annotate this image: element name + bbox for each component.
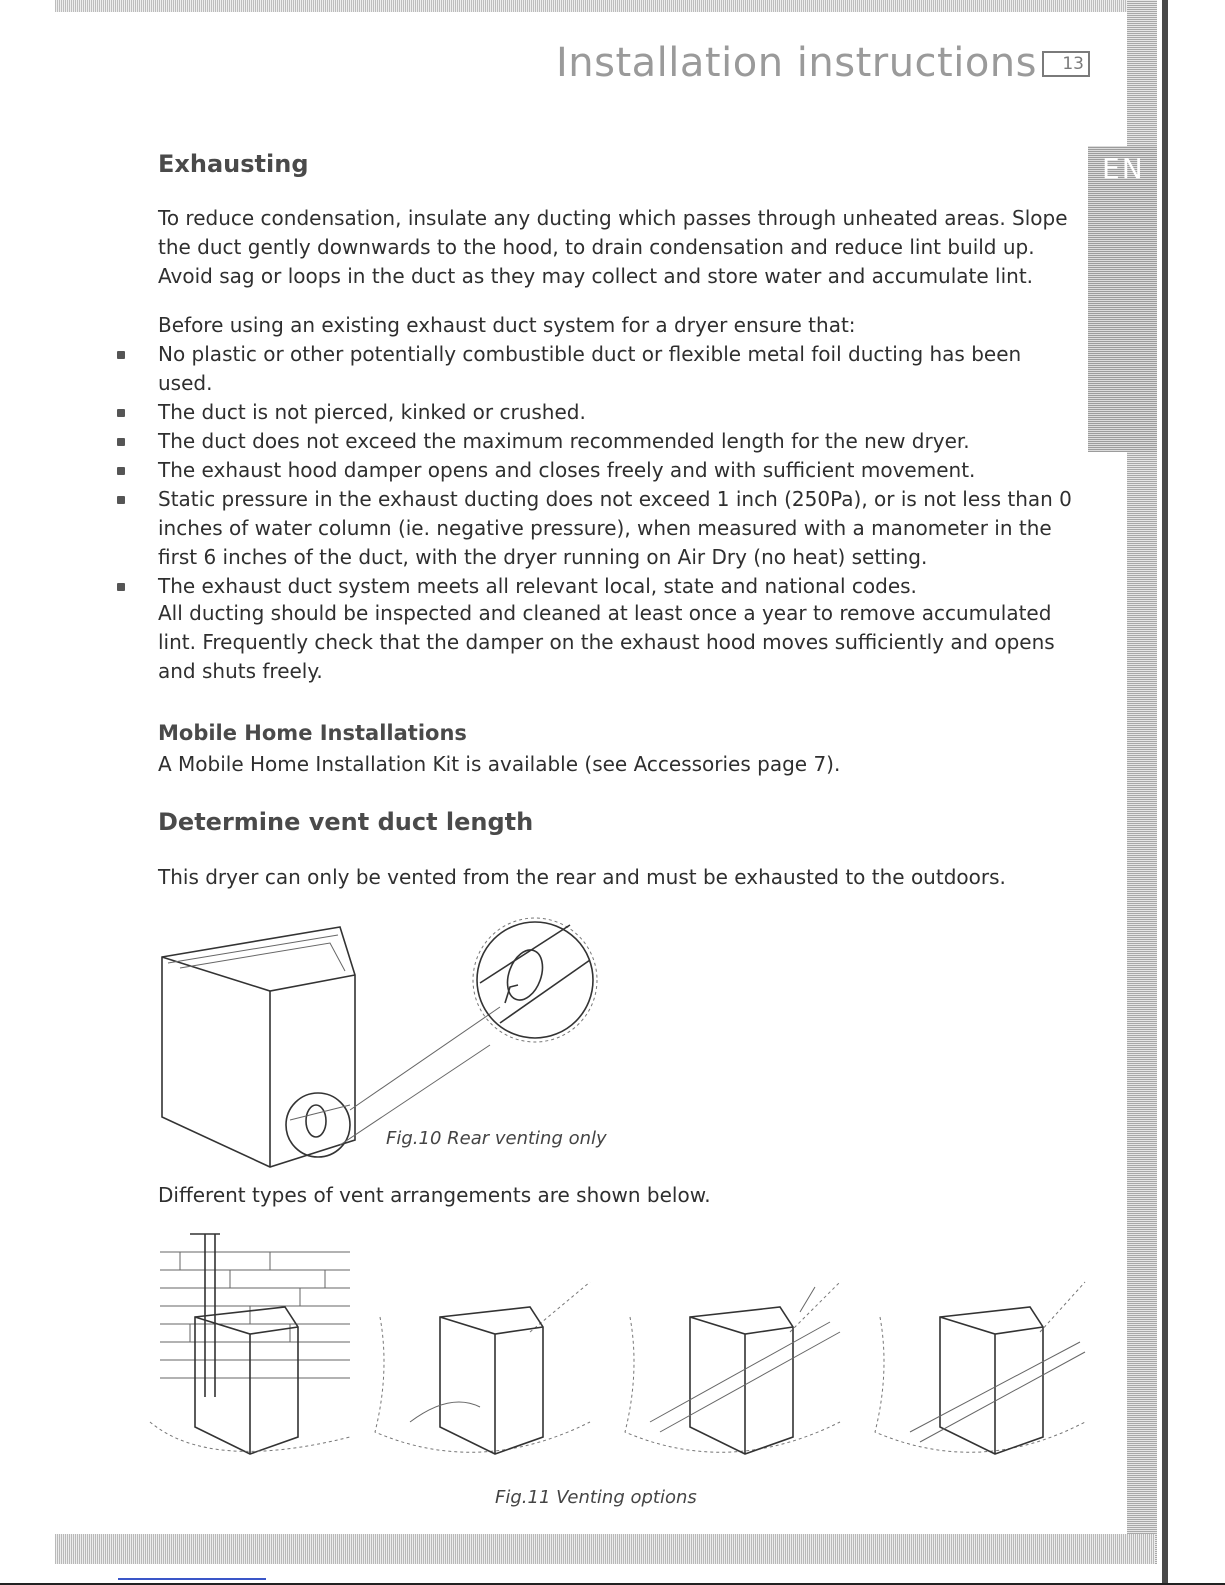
- language-tab: [1088, 146, 1157, 452]
- bullet-icon: [117, 438, 125, 446]
- vent-duct-text: This dryer can only be vented from the rear and must be exhausted to the outdoors.: [158, 865, 1006, 889]
- list-item: The exhaust hood damper opens and closes freely and with sufficient movement.: [110, 456, 1075, 485]
- venting-option-2: [375, 1282, 590, 1454]
- exhausting-paragraph-1: To reduce condensation, insulate any ducting which passes through unheated areas. Slope the duct gently downwards to the hood, to drain condensation and reduce lint build up. Avoid sag or loops in the duct as they may collect and store water and accumulate lint.: [158, 206, 1068, 288]
- bullet-icon: [117, 409, 125, 417]
- vent-types-text: Different types of vent arrangements are shown below.: [158, 1183, 711, 1207]
- list-item: The exhaust duct system meets all relevant local, state and national codes.: [110, 572, 1075, 601]
- page-number: 13: [1042, 51, 1090, 77]
- exhausting-heading: Exhausting: [158, 150, 309, 178]
- venting-option-4: [875, 1282, 1085, 1454]
- fig11-venting-options-illustration: [150, 1222, 1095, 1472]
- list-item: Static pressure in the exhaust ducting does not exceed 1 inch (250Pa), or is not less than 0 inches of water column (ie. negative pressure), when measured with a manometer in the first 6 inches of the duct, with the dryer running on Air Dry (no heat) setting.: [110, 485, 1075, 572]
- bullet-icon: [117, 467, 125, 475]
- bottom-border: [55, 1534, 1155, 1564]
- exhausting-paragraph-2: Before using an existing exhaust duct system for a dryer ensure that:: [158, 313, 856, 337]
- bullet-icon: [117, 583, 125, 591]
- fig11-caption: Fig.11 Venting options: [495, 1487, 697, 1508]
- fig10-caption: Fig.10 Rear venting only: [386, 1128, 607, 1149]
- bottom-link-underline: [118, 1578, 266, 1580]
- list-item: No plastic or other potentially combustible duct or flexible metal foil ducting has been used.: [110, 340, 1075, 398]
- bullet-icon: [117, 351, 125, 359]
- list-item: The duct is not pierced, kinked or crushed.: [110, 398, 1075, 427]
- venting-option-1: [150, 1234, 350, 1454]
- page-edge: [1162, 0, 1168, 1585]
- top-border: [55, 0, 1155, 12]
- vent-duct-heading: Determine vent duct length: [158, 808, 534, 836]
- exhausting-paragraph-3: All ducting should be inspected and cleaned at least once a year to remove accumulated lint. Frequently check that the damper on the exhaust hood moves sufficiently and opens and shuts freely.: [158, 601, 1055, 683]
- mobile-home-heading: Mobile Home Installations: [158, 721, 467, 745]
- bullet-icon: [117, 496, 125, 504]
- list-item: The duct does not exceed the maximum recommended length for the new dryer.: [110, 427, 1075, 456]
- venting-option-3: [625, 1282, 840, 1454]
- page-header-title: Installation instructions: [556, 40, 1037, 86]
- language-tab-label: EN: [1102, 152, 1145, 185]
- exhaust-checklist: [110, 340, 1075, 601]
- mobile-home-text: A Mobile Home Installation Kit is available (see Accessories page 7).: [158, 752, 841, 776]
